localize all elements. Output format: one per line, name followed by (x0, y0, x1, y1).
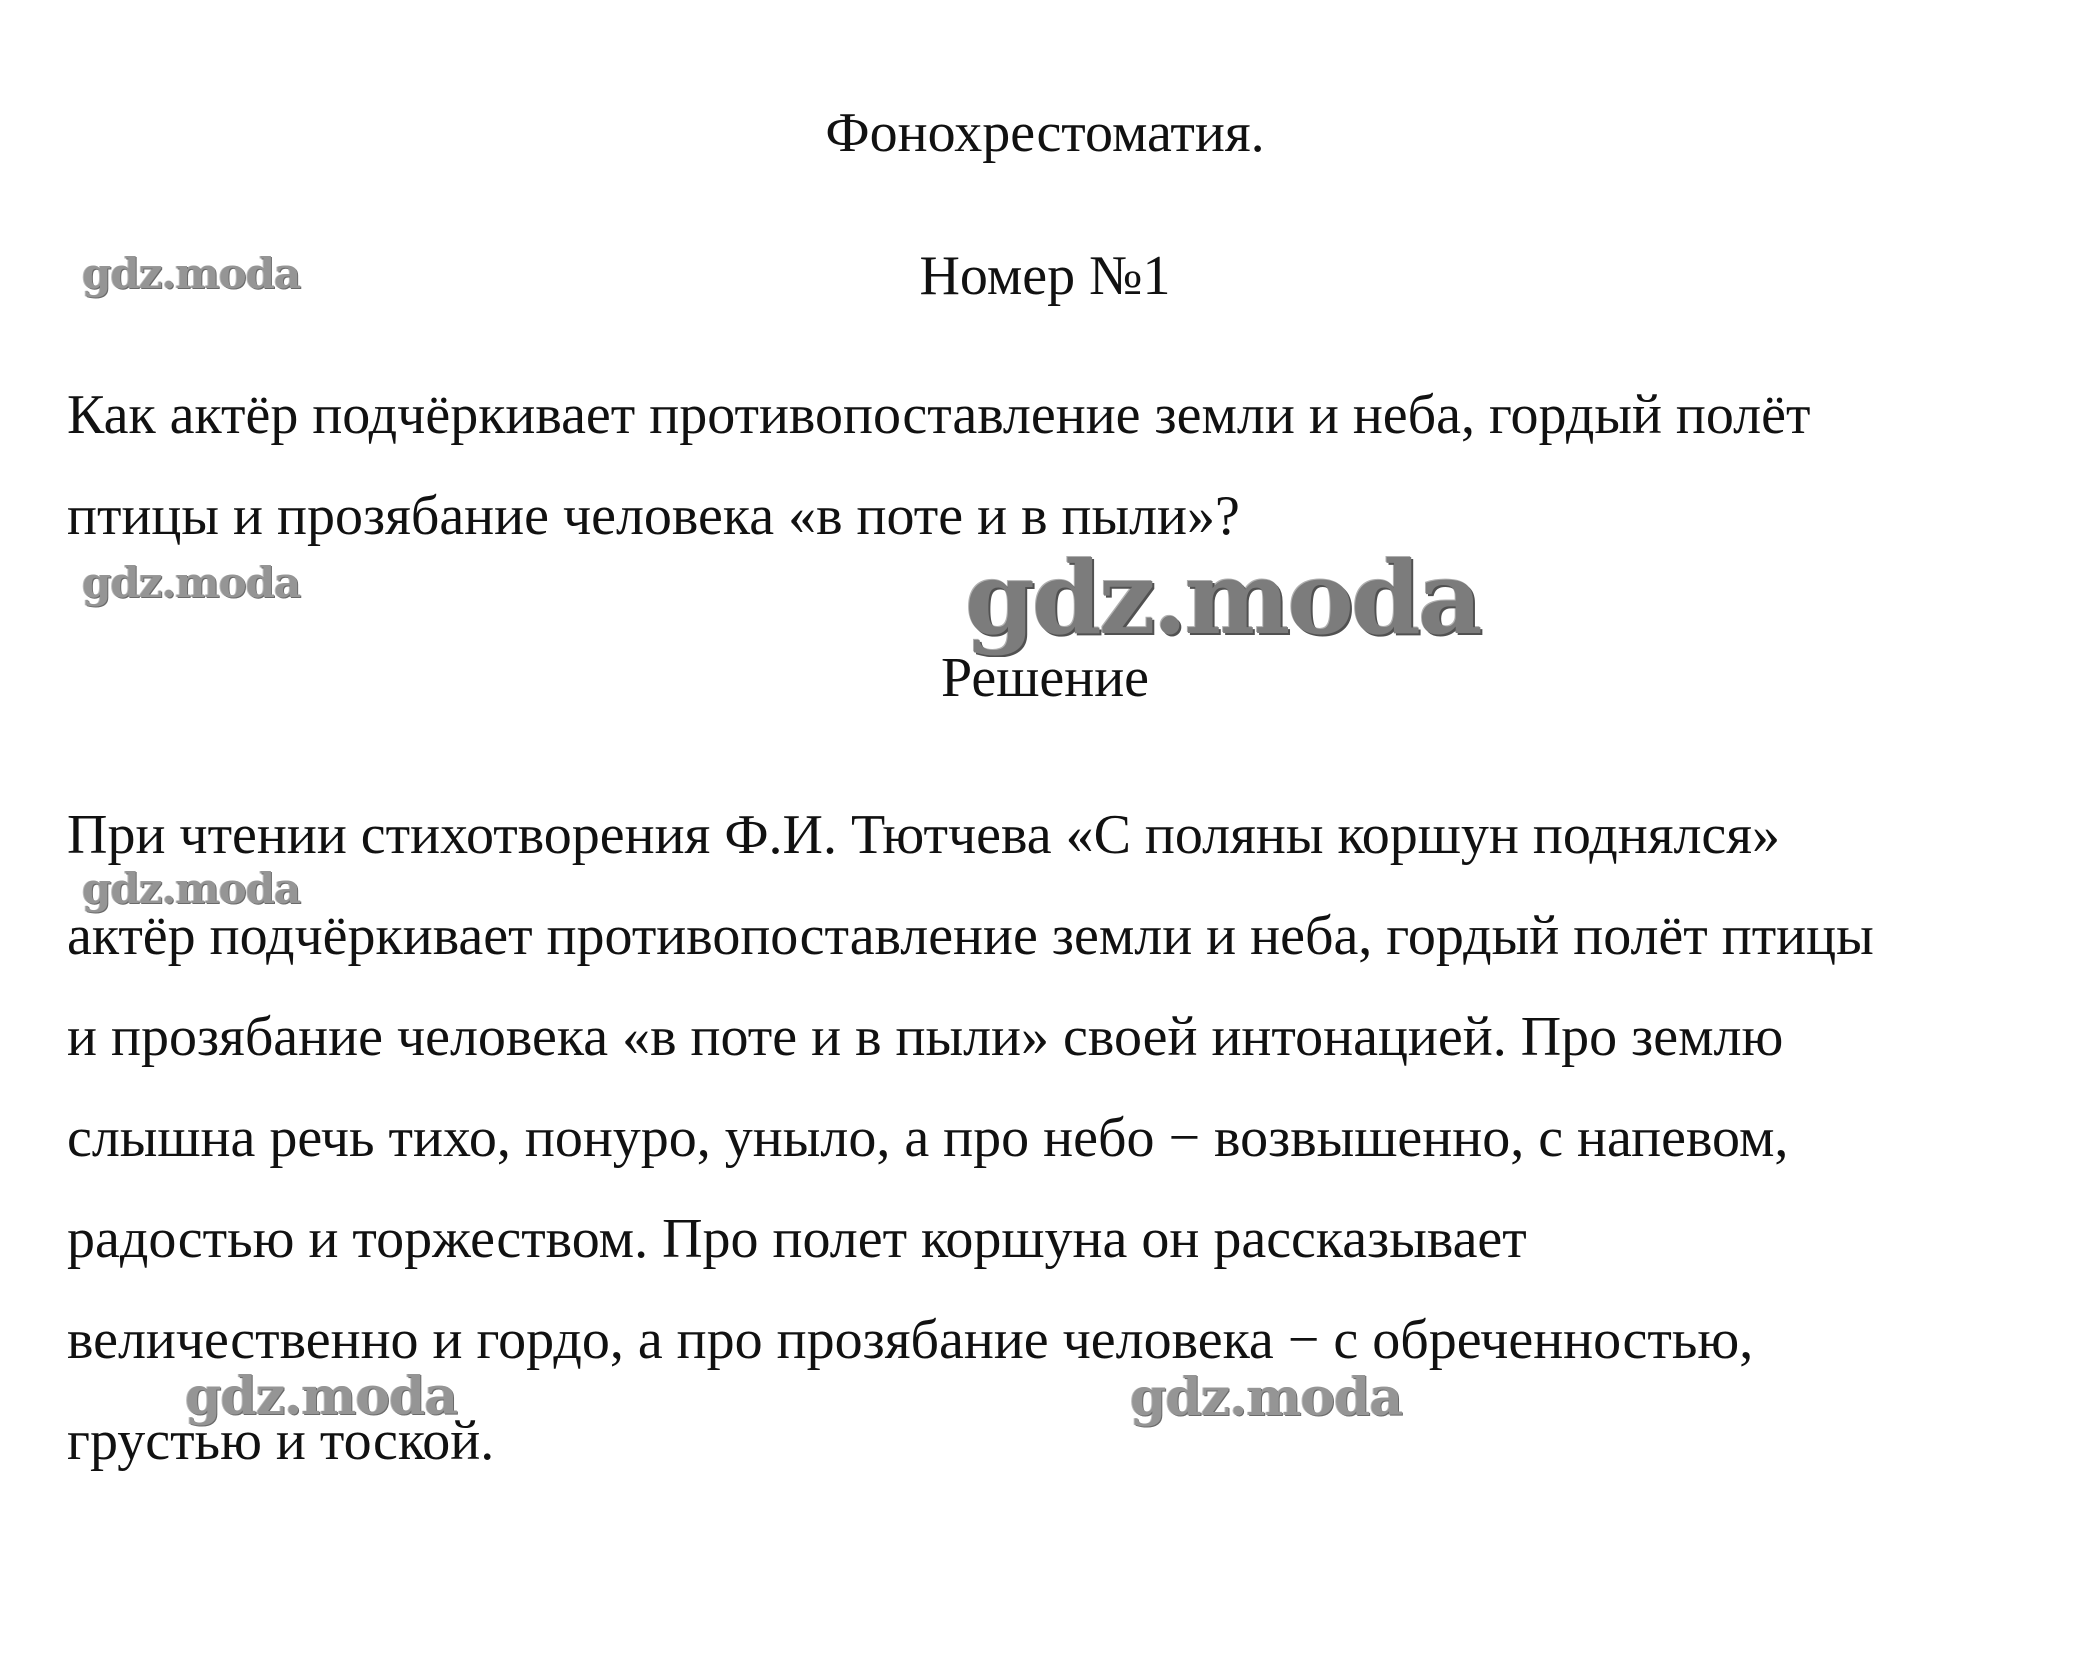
watermark-logo: gdz.moda (965, 539, 1480, 657)
answer-line: актёр подчёркивает противопоставление земли и неба, гордый полёт птицы (67, 905, 1874, 967)
question-line: Как актёр подчёркивает противопоставление земли и неба, гордый полёт (67, 384, 1811, 446)
answer-line: слышна речь тихо, понуро, уныло, а про небо − возвышенно, с напевом, (67, 1107, 1789, 1169)
solution-heading: Решение (940, 647, 1150, 709)
question-text (67, 365, 2047, 567)
watermark-logo: gdz.moda (82, 864, 301, 913)
watermark-logo: gdz.moda (82, 558, 301, 607)
answer-line: радостью и торжеством. Про полет коршуна он рассказывает (67, 1208, 1527, 1270)
exercise-number: Номер №1 (919, 245, 1171, 307)
answer-line: При чтении стихотворения Ф.И. Тютчева «С поляны коршун поднялся» (67, 804, 1781, 866)
watermark-logo: gdz.moda (185, 1366, 458, 1427)
document-title: Фонохрестоматия. (825, 102, 1265, 164)
answer-line: грустью и тоской. (67, 1410, 495, 1472)
watermark-logo: gdz.moda (82, 249, 301, 298)
question-line: птицы и прозябание человека «в поте и в пыли»? (67, 485, 1240, 547)
answer-line: и прозябание человека «в поте и в пыли» своей интонацией. Про землю (67, 1006, 1784, 1068)
watermark-logo: gdz.moda (1130, 1367, 1403, 1428)
answer-line: величественно и гордо, а про прозябание человека − с обреченностью, (67, 1309, 1754, 1371)
